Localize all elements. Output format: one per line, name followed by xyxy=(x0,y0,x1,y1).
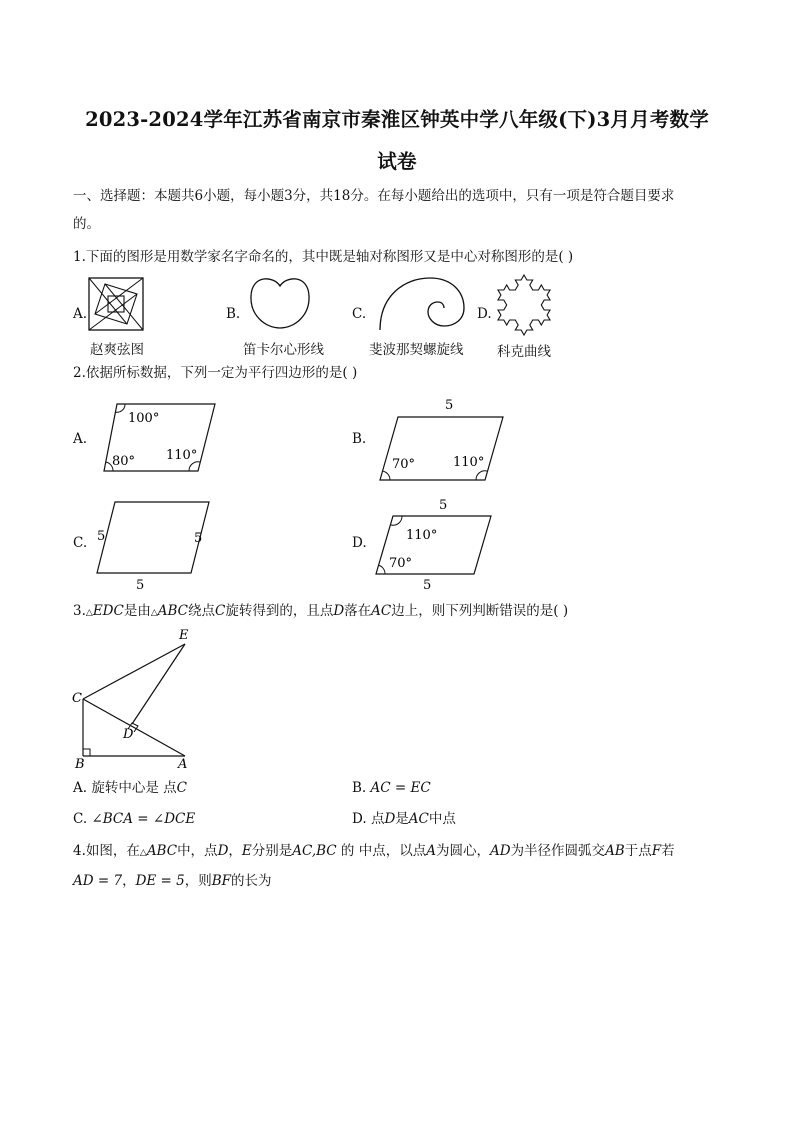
q1-option-b-caption: 笛卡尔心形线 xyxy=(243,342,324,358)
q3-stem: 3.△EDC是由△ABC绕点C旋转得到的，且点D落在AC边上，则下列判断错误的是( ) xyxy=(73,603,569,619)
q3-label-b: B xyxy=(75,757,85,770)
q1-option-b-letter: B. xyxy=(226,306,241,322)
q2-a-angle-top: 100° xyxy=(128,411,160,426)
page-title: 2023-2024学年江苏省南京市秦淮区钟英中学八年级(下)3月月考数学 xyxy=(85,108,709,131)
q2-d-side-bottom: 5 xyxy=(423,578,432,592)
q2-c-side-left: 5 xyxy=(97,529,106,544)
q2-b-side-top: 5 xyxy=(445,398,454,413)
q2-option-d-letter: D. xyxy=(352,535,367,551)
page-title-line2: 试卷 xyxy=(377,150,417,173)
q4-stem-line1: 4.如图，在△ABC中，点D，E分别是AC,BC 的 中点，以点A为圆心，AD为半径作圆弧交AB于点F若 xyxy=(73,843,675,859)
q2-a-angle-bottom-right: 110° xyxy=(166,448,198,463)
q2-stem: 2.依据所标数据，下列一定为平行四边形的是( ) xyxy=(73,365,358,381)
q2-a-angle-bottom-left: 80° xyxy=(112,454,136,469)
q2-option-a-figure xyxy=(100,398,220,478)
q2-option-c-figure xyxy=(90,496,220,594)
q3-option-a: A. 旋转中心是 点C xyxy=(73,780,187,796)
q1-option-a-caption: 赵爽弦图 xyxy=(90,342,144,358)
q3-label-a: A xyxy=(178,757,188,770)
q1-option-d-letter: D. xyxy=(477,306,492,322)
q3-option-d: D. 点D是AC中点 xyxy=(352,811,456,827)
q1-option-a-letter: A. xyxy=(73,306,88,322)
q2-c-side-bottom: 5 xyxy=(136,578,145,593)
q2-b-angle-bottom-left: 70° xyxy=(392,457,416,472)
q2-option-b-letter: B. xyxy=(352,431,367,447)
q2-option-b-figure xyxy=(376,392,508,484)
zhao-shuang-diagram xyxy=(86,276,150,334)
q2-option-a-letter: A. xyxy=(73,431,88,447)
q2-option-c-letter: C. xyxy=(73,535,88,551)
q2-c-side-right: 5 xyxy=(194,531,203,546)
q1-option-d-caption: 科克曲线 xyxy=(497,344,551,360)
section-instructions-line2: 的。 xyxy=(73,216,100,232)
q3-option-c: C. ∠BCA = ∠DCE xyxy=(73,811,196,827)
q3-label-c: C xyxy=(72,691,82,706)
q1-stem: 1.下面的图形是用数学家名字命名的，其中既是轴对称图形又是中心对称图形的是( ) xyxy=(73,249,574,265)
q2-b-angle-bottom-right: 110° xyxy=(453,455,485,470)
q2-d-angle-bottom-left: 70° xyxy=(389,556,413,571)
q3-option-b: B. AC = EC xyxy=(352,780,431,796)
q2-option-d-figure xyxy=(372,494,496,592)
q4-stem-line2: AD = 7，DE = 5，则BF的长为 xyxy=(73,873,272,889)
koch-curve xyxy=(491,272,557,336)
q3-label-e: E xyxy=(179,628,189,643)
q2-d-angle-top: 110° xyxy=(406,528,438,543)
q1-option-c-letter: C. xyxy=(352,306,367,322)
q1-option-c-caption: 斐波那契螺旋线 xyxy=(369,342,464,358)
cardioid-curve xyxy=(246,274,314,332)
q3-label-d: D xyxy=(123,727,134,742)
fibonacci-spiral xyxy=(374,274,468,332)
section-instructions-line1: 一、选择题：本题共6小题，每小题3分，共18分。在每小题给出的选项中，只有一项是符合题目要求 xyxy=(73,188,675,204)
q2-d-side-top: 5 xyxy=(439,498,448,513)
q3-triangle-figure xyxy=(68,624,198,770)
